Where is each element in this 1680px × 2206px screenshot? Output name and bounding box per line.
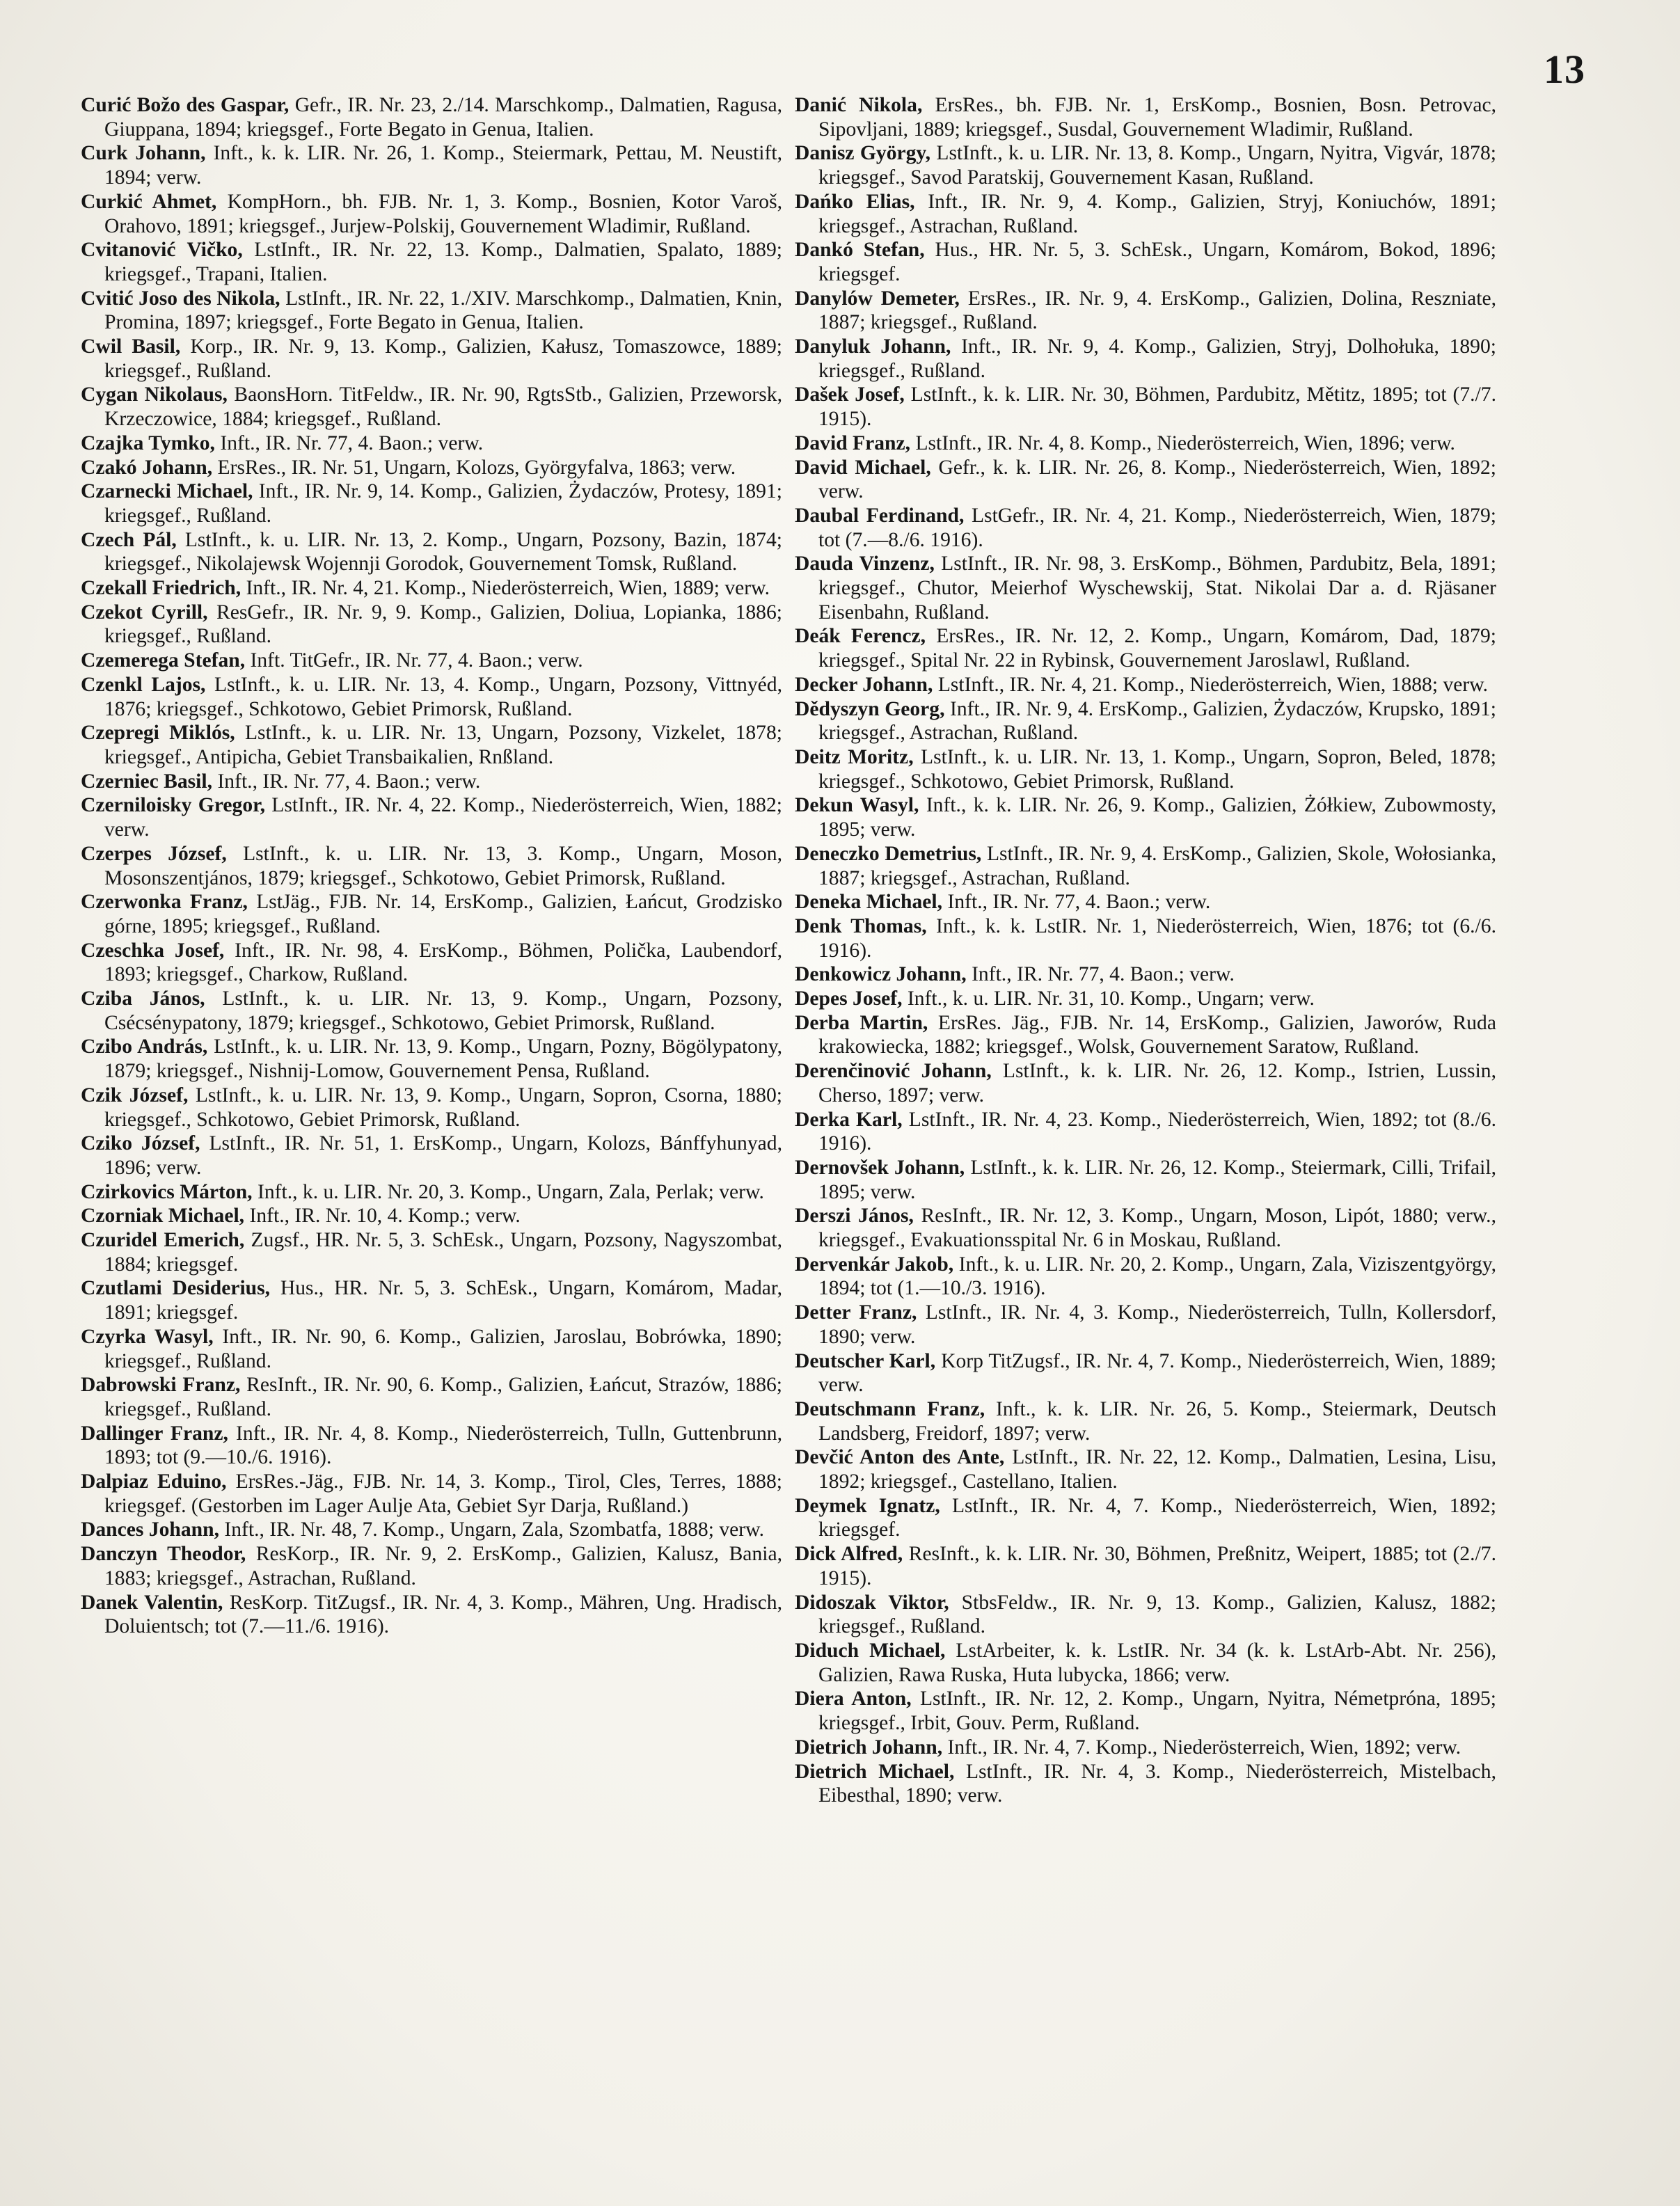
entry-name: Cvitić Joso des Nikola,	[81, 287, 280, 310]
entry-text: LstInft., IR. Nr. 4, 3. Komp., Niederösterreich, Mistelbach, Eibesthal, 1890; verw.	[818, 1760, 1497, 1807]
list-item	[81, 1084, 782, 1132]
entry-name: Dauda Vinzenz,	[795, 553, 935, 576]
entry-text: Inft., k. k. LIR. Nr. 26, 1. Komp., Steiermark, Pettau, M. Neustift, 1894; verw.	[104, 142, 782, 189]
entry-name: Czerwonka Franz,	[81, 891, 248, 914]
entry-text: Inft., IR. Nr. 9, 14. Komp., Galizien, Żydaczów, Protesy, 1891; kriegsgef., Rußland.	[104, 480, 782, 527]
list-item	[795, 238, 1496, 286]
entry-text: LstInft., IR. Nr. 51, 1. ErsKomp., Ungarn, Kolozs, Bánffyhunyad, 1896; verw.	[104, 1132, 782, 1179]
entry-name: Dekun Wasyl,	[795, 794, 919, 817]
list-item	[795, 1301, 1496, 1349]
entry-text: ErsRes., IR. Nr. 51, Ungarn, Kolozs, Györgyfalva, 1863; verw.	[217, 456, 736, 479]
entry-name: David Michael,	[795, 456, 931, 479]
entry-name: Derba Martin,	[795, 1011, 928, 1034]
entry-name: Deutscher Karl,	[795, 1349, 936, 1372]
list-item	[81, 649, 782, 673]
entry-name: Czutlami Desiderius,	[81, 1277, 271, 1300]
list-item	[795, 287, 1496, 335]
list-item	[81, 456, 782, 480]
entry-text: Inft., IR. Nr. 90, 6. Komp., Galizien, Jaroslau, Bobrówka, 1890; kriegsgef., Rußland.	[104, 1325, 782, 1372]
list-item	[795, 1011, 1496, 1059]
list-item	[795, 987, 1496, 1011]
list-item	[795, 697, 1496, 745]
list-item	[81, 1325, 782, 1373]
entry-text: ErsRes., IR. Nr. 9, 4. ErsKomp., Galizien, Dolina, Reszniate, 1887; kriegsgef., Rußland.	[818, 287, 1496, 334]
entry-name: Dances Johann,	[81, 1518, 219, 1541]
entry-name: Danić Nikola,	[795, 94, 923, 116]
entry-name: Decker Johann,	[795, 673, 933, 696]
entry-name: Deutschmann Franz,	[795, 1397, 985, 1420]
entry-text: Inft., k. k. LIR. Nr. 26, 5. Komp., Steiermark, Deutsch Landsberg, Freidorf, 1897; verw.	[818, 1397, 1496, 1445]
entry-name: Didoszak Viktor,	[795, 1591, 949, 1614]
entry-name: Czuridel Emerich,	[81, 1229, 245, 1252]
list-item	[81, 890, 782, 938]
entry-text: Korp., IR. Nr. 9, 13. Komp., Galizien, Kałusz, Tomaszowce, 1889; kriegsgef., Rußland.	[104, 335, 782, 382]
list-item	[81, 93, 782, 141]
entry-name: Danczyn Theodor,	[81, 1543, 246, 1566]
entry-name: Cvitanović Vičko,	[81, 239, 243, 262]
entry-name: Czerniec Basil,	[81, 770, 213, 793]
entry-name: Dašek Josef,	[795, 383, 905, 406]
list-item	[795, 1349, 1496, 1397]
entry-text: LstInft., IR. Nr. 4, 8. Komp., Niederösterreich, Wien, 1896; verw.	[915, 431, 1455, 454]
entry-name: Curkić Ahmet,	[81, 190, 217, 213]
entry-name: Dallinger Franz,	[81, 1422, 228, 1445]
entry-text: Inft., IR. Nr. 4, 8. Komp., Niederösterreich, Tulln, Guttenbrunn, 1893; tot (9.—10./6. 1916).	[104, 1422, 782, 1469]
list-item	[795, 431, 1496, 456]
entry-name: Czyrka Wasyl,	[81, 1325, 214, 1348]
entry-name: Derka Karl,	[795, 1108, 903, 1131]
entry-text: Gefr., k. k. LIR. Nr. 26, 8. Komp., Niederösterreich, Wien, 1892; verw.	[818, 456, 1496, 503]
list-item	[795, 504, 1496, 552]
entry-text: Inft., k. k. LstIR. Nr. 1, Niederösterreich, Wien, 1876; tot (6./6. 1916).	[818, 914, 1496, 962]
entry-name: Detter Franz,	[795, 1301, 917, 1324]
list-item	[795, 793, 1496, 841]
entry-text: LstInft., IR. Nr. 4, 22. Komp., Niederösterreich, Wien, 1882; verw.	[104, 794, 782, 841]
list-item	[795, 1059, 1496, 1107]
entry-text: LstInft., k. k. LIR. Nr. 26, 12. Komp., Istrien, Lussin, Cherso, 1897; verw.	[818, 1060, 1496, 1106]
list-item	[795, 1542, 1496, 1590]
entry-text: Inft., IR. Nr. 9, 4. Komp., Galizien, Stryj, Dolhołuka, 1890; kriegsgef., Rußland.	[818, 335, 1496, 382]
list-item	[795, 890, 1496, 914]
list-item	[795, 1494, 1496, 1542]
list-item	[81, 287, 782, 335]
list-item	[81, 1422, 782, 1470]
entry-name: Danyluk Johann,	[795, 335, 951, 358]
list-item	[81, 793, 782, 841]
entry-name: Dernovšek Johann,	[795, 1156, 965, 1179]
entry-name: Dietrich Johann,	[795, 1736, 943, 1759]
entry-name: Czorniak Michael,	[81, 1205, 245, 1228]
list-item	[81, 1542, 782, 1590]
entry-name: Danylów Demeter,	[795, 287, 960, 310]
entry-name: Denkowicz Johann,	[795, 963, 967, 986]
entry-name: Dick Alfred,	[795, 1543, 903, 1566]
list-item	[795, 1639, 1496, 1687]
list-item	[795, 335, 1496, 383]
list-item	[795, 141, 1496, 189]
entry-text: Inft., k. k. LIR. Nr. 26, 9. Komp., Galizien, Żółkiew, Zubowmosty, 1895; verw.	[818, 794, 1496, 841]
entry-text: LstInft., IR. Nr. 4, 3. Komp., Niederösterreich, Tulln, Kollersdorf, 1890; verw.	[818, 1301, 1496, 1348]
entry-text: KompHorn., bh. FJB. Nr. 1, 3. Komp., Bosnien, Kotor Varoš, Orahovo, 1891; kriegsgef., Jurjew-Polskij, Gouvernement Wladimir, Rußland.	[104, 190, 782, 237]
list-item	[81, 1228, 782, 1276]
list-item	[81, 576, 782, 601]
entry-name: Czibo András,	[81, 1035, 208, 1058]
list-item	[795, 1445, 1496, 1493]
entry-name: Czajka Tymko,	[81, 431, 215, 454]
list-item	[795, 962, 1496, 987]
entry-text: ResInft., IR. Nr. 12, 3. Komp., Ungarn, Moson, Lipót, 1880; verw., kriegsgef., Evakuationsspital Nr. 6 in Moskau, Rußland.	[818, 1205, 1496, 1252]
list-item	[81, 1180, 782, 1205]
entry-name: Deymek Ignatz,	[795, 1494, 940, 1517]
entry-name: Deneczko Demetrius,	[795, 842, 982, 865]
entry-name: Dankó Stefan,	[795, 239, 925, 262]
entry-name: Czemerega Stefan,	[81, 649, 246, 672]
entry-text: LstInft., k. u. LIR. Nr. 13, 9. Komp., Ungarn, Sopron, Csorna, 1880; kriegsgef., Schkotowo, Gebiet Primorsk, Rußland.	[104, 1084, 782, 1131]
entry-text: Inft., IR. Nr. 77, 4. Baon.; verw.	[972, 963, 1235, 986]
list-item	[795, 624, 1496, 672]
entry-text: Inft., IR. Nr. 77, 4. Baon.; verw.	[947, 891, 1211, 914]
list-item	[81, 1132, 782, 1180]
entry-name: Dalpiaz Eduino,	[81, 1470, 227, 1493]
entry-text: LstInft., k. u. LIR. Nr. 13, 3. Komp., Ungarn, Moson, Mosonszentjános, 1879; kriegsgef., Schkotowo, Gebiet Primorsk, Rußland.	[104, 842, 783, 889]
entry-text: LstInft., IR. Nr. 98, 3. ErsKomp., Böhmen, Pardubitz, Bela, 1891; kriegsgef., Chutor, Meierhof Wyschewskij, Stat. Nikolai Dar a. d. Rjäsaner Eisenbahn, Rußland.	[818, 553, 1497, 624]
list-item	[795, 1736, 1496, 1760]
entry-name: Danek Valentin,	[81, 1591, 223, 1614]
entry-name: Czerpes József,	[81, 842, 227, 865]
entry-text: Inft. TitGefr., IR. Nr. 77, 4. Baon.; verw.	[250, 649, 583, 672]
entry-text: Inft., k. u. LIR. Nr. 31, 10. Komp., Ungarn; verw.	[907, 987, 1315, 1010]
entry-text: ResInft., k. k. LIR. Nr. 30, Böhmen, Preßnitz, Weipert, 1885; tot (2./7. 1915).	[818, 1543, 1496, 1589]
entry-text: Inft., IR. Nr. 9, 4. ErsKomp., Galizien, Żydaczów, Krupsko, 1891; kriegsgef., Astrachan, Rußland.	[818, 697, 1496, 745]
list-item	[795, 673, 1496, 697]
entry-text: Korp TitZugsf., IR. Nr. 4, 7. Komp., Niederösterreich, Wien, 1889; verw.	[818, 1349, 1496, 1397]
right-column	[795, 93, 1496, 1808]
entry-text: Inft., k. u. LIR. Nr. 20, 2. Komp., Ungarn, Zala, Viziszentgyörgy, 1894; tot (1.—10./3. 1916).	[818, 1253, 1496, 1300]
list-item	[81, 1518, 782, 1542]
entry-text: LstGefr., IR. Nr. 4, 21. Komp., Niederösterreich, Wien, 1879; tot (7.—8./6. 1916).	[818, 504, 1496, 551]
list-item	[81, 238, 782, 286]
list-item	[81, 939, 782, 987]
entry-text: LstInft., k. u. LIR. Nr. 13, 9. Komp., Ungarn, Pozny, Bögölypatony, 1879; kriegsgef., Nishnij-Lomow, Gouvernement Pensa, Rußland.	[104, 1035, 783, 1083]
list-item	[81, 842, 782, 890]
list-item	[795, 1397, 1496, 1445]
list-item	[795, 190, 1496, 238]
entry-text: LstJäg., FJB. Nr. 14, ErsKomp., Galizien, Łańcut, Grodzisko górne, 1895; kriegsgef., Rußland.	[104, 891, 782, 937]
entry-name: Czeschka Josef,	[81, 939, 225, 962]
list-item	[81, 1276, 782, 1324]
entry-name: Dietrich Michael,	[795, 1760, 955, 1783]
entry-text: Hus., HR. Nr. 5, 3. SchEsk., Ungarn, Komárom, Bokod, 1896; kriegsgef.	[818, 239, 1496, 285]
entry-text: LstInft., k. u. LIR. Nr. 13, 2. Komp., Ungarn, Pozsony, Bazin, 1874; kriegsgef., Nikolajewsk Wojennji Gorodok, Gouvernement Tomsk, Rußland.	[104, 528, 782, 576]
entry-name: Deák Ferencz,	[795, 625, 926, 648]
entry-text: LstInft., k. u. LIR. Nr. 13, 1. Komp., Ungarn, Sopron, Beled, 1878; kriegsgef., Schkotowo, Gebiet Primorsk, Rußland.	[818, 745, 1497, 793]
entry-name: Czepregi Miklós,	[81, 722, 235, 745]
entry-name: Cziko József,	[81, 1132, 200, 1155]
entry-text: Inft., IR. Nr. 77, 4. Baon.; verw.	[217, 770, 481, 793]
entry-name: Dědyszyn Georg,	[795, 697, 945, 720]
entry-name: Czarnecki Michael,	[81, 480, 253, 503]
entry-text: ResKorp. TitZugsf., IR. Nr. 4, 3. Komp., Mähren, Ung. Hradisch, Doluientsch; tot (7.—11./6. 1916).	[104, 1591, 782, 1638]
entry-name: David Franz,	[795, 431, 911, 454]
list-item	[81, 431, 782, 456]
list-item	[81, 673, 782, 721]
entry-text: LstInft., k. u. LIR. Nr. 13, 4. Komp., Ungarn, Pozsony, Vittnyéd, 1876; kriegsgef., Schkotowo, Gebiet Primorsk, Rußland.	[104, 673, 782, 720]
entry-name: Devčić Anton des Ante,	[795, 1446, 1005, 1469]
entry-name: Curk Johann,	[81, 142, 206, 165]
entry-name: Derszi János,	[795, 1205, 914, 1228]
entry-text: LstInft., k. k. LIR. Nr. 30, Böhmen, Pardubitz, Mětitz, 1895; tot (7./7. 1915).	[818, 383, 1496, 431]
list-item	[795, 1591, 1496, 1639]
entry-name: Depes Josef,	[795, 987, 903, 1010]
list-item	[81, 770, 782, 794]
entry-name: Cygan Nikolaus,	[81, 383, 228, 406]
entry-text: Zugsf., HR. Nr. 5, 3. SchEsk., Ungarn, Pozsony, Nagyszombat, 1884; kriegsgef.	[104, 1229, 782, 1276]
entry-text: LstInft., k. u. LIR. Nr. 13, 8. Komp., Ungarn, Nyitra, Vigvár, 1878; kriegsgef., Savod Paratskij, Gouvernement Kasan, Rußland.	[818, 142, 1496, 189]
entry-text: LstInft., IR. Nr. 22, 13. Komp., Dalmatien, Spalato, 1889; kriegsgef., Trapani, Italien.	[104, 239, 782, 285]
entry-name: Czenkl Lajos,	[81, 673, 206, 696]
list-item	[795, 1253, 1496, 1301]
entry-name: Cziba János,	[81, 987, 205, 1010]
entry-text: Hus., HR. Nr. 5, 3. SchEsk., Ungarn, Komárom, Madar, 1891; kriegsgef.	[104, 1277, 782, 1324]
entry-name: Czirkovics Márton,	[81, 1180, 253, 1203]
list-item	[81, 479, 782, 527]
entry-text: LstInft., IR. Nr. 4, 21. Komp., Niederösterreich, Wien, 1888; verw.	[937, 673, 1489, 696]
list-item	[81, 528, 782, 576]
page-number: 13	[1544, 47, 1585, 92]
list-item	[81, 1591, 782, 1639]
entry-text: Inft., IR. Nr. 48, 7. Komp., Ungarn, Zala, Szombatfa, 1888; verw.	[224, 1518, 764, 1541]
entry-text: Inft., IR. Nr. 4, 7. Komp., Niederösterreich, Wien, 1892; verw.	[947, 1736, 1461, 1759]
list-item	[81, 721, 782, 769]
entry-text: ResGefr., IR. Nr. 9, 9. Komp., Galizien, Doliua, Lopianka, 1886; kriegsgef., Rußland.	[104, 601, 782, 648]
entry-text: Gefr., IR. Nr. 23, 2./14. Marschkomp., Dalmatien, Ragusa, Giuppana, 1894; kriegsgef., Forte Begato in Genua, Italien.	[104, 94, 782, 141]
entry-text: LstInft., k. k. LIR. Nr. 26, 12. Komp., Steiermark, Cilli, Trifail, 1895; verw.	[818, 1156, 1496, 1203]
entry-name: Diera Anton,	[795, 1688, 912, 1711]
entry-name: Czekall Friedrich,	[81, 577, 241, 600]
entry-text: ErsRes., IR. Nr. 12, 2. Komp., Ungarn, Komárom, Dad, 1879; kriegsgef., Spital Nr. 22 in Rybinsk, Gouvernement Jaroslawl, Rußland.	[818, 625, 1496, 672]
entry-name: Deneka Michael,	[795, 891, 943, 914]
list-item	[795, 456, 1496, 504]
entry-name: Dabrowski Franz,	[81, 1374, 241, 1397]
entry-name: Danisz György,	[795, 142, 930, 165]
entry-name: Czik József,	[81, 1084, 189, 1106]
list-item	[81, 1470, 782, 1518]
entry-name: Daubal Ferdinand,	[795, 504, 965, 527]
list-item	[81, 601, 782, 649]
entry-name: Dervenkár Jakob,	[795, 1253, 954, 1276]
entry-text: Inft., k. u. LIR. Nr. 20, 3. Komp., Ungarn, Zala, Perlak; verw.	[257, 1180, 764, 1203]
list-item	[795, 842, 1496, 890]
entry-text: LstInft., IR. Nr. 22, 12. Komp., Dalmatien, Lesina, Lisu, 1892; kriegsgef., Castellano, Italien.	[818, 1446, 1497, 1493]
entry-text: Inft., IR. Nr. 9, 4. Komp., Galizien, Stryj, Koniuchów, 1891; kriegsgef., Astrachan, Rußland.	[818, 190, 1496, 237]
list-item	[795, 383, 1496, 431]
entry-text: LstInft., IR. Nr. 12, 2. Komp., Ungarn, Nyitra, Németpróna, 1895; kriegsgef., Irbit, Gouv. Perm, Rußland.	[818, 1688, 1497, 1735]
list-item	[81, 987, 782, 1035]
list-item	[795, 93, 1496, 141]
list-item	[795, 1156, 1496, 1204]
entry-name: Cwil Basil,	[81, 335, 181, 358]
list-item	[81, 190, 782, 238]
entry-text: Inft., IR. Nr. 10, 4. Komp.; verw.	[249, 1205, 521, 1228]
list-item	[795, 1760, 1496, 1808]
entry-text: LstInft., IR. Nr. 4, 23. Komp., Niederösterreich, Wien, 1892; tot (8./6. 1916).	[818, 1108, 1497, 1155]
entry-text: LstInft., IR. Nr. 9, 4. ErsKomp., Galizien, Skole, Wołosianka, 1887; kriegsgef., Astrachan, Rußland.	[818, 842, 1496, 889]
list-item	[795, 552, 1496, 624]
entry-text: LstInft., k. u. LIR. Nr. 13, Ungarn, Pozsony, Vizkelet, 1878; kriegsgef., Antipicha, Gebiet Transbaikalien, Rnßland.	[104, 722, 782, 768]
entry-text: ResKorp., IR. Nr. 9, 2. ErsKomp., Galizien, Kalusz, Bania, 1883; kriegsgef., Astrachan, Rußland.	[104, 1543, 782, 1589]
entry-name: Czech Pál,	[81, 528, 177, 551]
entry-text: LstInft., IR. Nr. 4, 7. Komp., Niederösterreich, Wien, 1892; kriegsgef.	[818, 1494, 1496, 1541]
entry-text: Inft., IR. Nr. 98, 4. ErsKomp., Böhmen, Polička, Laubendorf, 1893; kriegsgef., Charkow, Rußland.	[104, 939, 782, 986]
entry-text: ErsRes. Jäg., FJB. Nr. 14, ErsKomp., Galizien, Jaworów, Ruda krakowiecka, 1882; kriegsgef., Wolsk, Gouvernement Saratow, Rußland.	[818, 1011, 1496, 1058]
entry-name: Denk Thomas,	[795, 914, 927, 937]
entry-name: Dańko Elias,	[795, 190, 915, 213]
entry-name: Czerniloisky Gregor,	[81, 794, 265, 817]
entry-text: ResInft., IR. Nr. 90, 6. Komp., Galizien, Łańcut, Strazów, 1886; kriegsgef., Rußland.	[104, 1374, 783, 1420]
entry-name: Derenčinović Johann,	[795, 1060, 992, 1083]
entry-text: ErsRes., bh. FJB. Nr. 1, ErsKomp., Bosnien, Bosn. Petrovac, Sipovljani, 1889; kriegsgef., Susdal, Gouvernement Wladimir, Rußland.	[818, 94, 1496, 141]
entry-text: ErsRes.-Jäg., FJB. Nr. 14, 3. Komp., Tirol, Cles, Terres, 1888; kriegsgef. (Gestorben im Lager Aulje Ata, Gebiet Syr Darja, Rußland.)	[104, 1470, 782, 1517]
list-item	[81, 1373, 782, 1421]
entry-text: Inft., IR. Nr. 4, 21. Komp., Niederösterreich, Wien, 1889; verw.	[246, 577, 770, 600]
list-item	[81, 141, 782, 189]
list-item	[81, 335, 782, 383]
list-item	[795, 914, 1496, 962]
list-item	[81, 383, 782, 431]
entry-text: StbsFeldw., IR. Nr. 9, 13. Komp., Galizien, Kalusz, 1882; kriegsgef., Rußland.	[818, 1591, 1496, 1638]
entry-text: Inft., IR. Nr. 77, 4. Baon.; verw.	[220, 431, 484, 454]
entry-name: Curić Božo des Gaspar,	[81, 94, 290, 116]
list-item	[81, 1204, 782, 1228]
entry-text: LstInft., IR. Nr. 22, 1./XIV. Marschkomp., Dalmatien, Knin, Promina, 1897; kriegsgef., Forte Begato in Genua, Italien.	[104, 287, 782, 334]
entry-name: Czekot Cyrill,	[81, 601, 208, 624]
list-item	[795, 1108, 1496, 1156]
left-column	[81, 93, 782, 1639]
list-item	[795, 1204, 1496, 1252]
entry-text: LstArbeiter, k. k. LstIR. Nr. 34 (k. k. LstArb-Abt. Nr. 256), Galizien, Rawa Ruska, Huta lubycka, 1866; verw.	[818, 1640, 1496, 1686]
entry-text: BaonsHorn. TitFeldw., IR. Nr. 90, RgtsStb., Galizien, Przeworsk, Krzeczowice, 1884; kriegsgef., Rußland.	[104, 383, 782, 431]
list-item	[81, 1035, 782, 1083]
list-item	[795, 1687, 1496, 1735]
entry-text: LstInft., k. u. LIR. Nr. 13, 9. Komp., Ungarn, Pozsony, Csécsénypatony, 1879; kriegsgef., Schkotowo, Gebiet Primorsk, Rußland.	[104, 987, 782, 1034]
entry-name: Deitz Moritz,	[795, 745, 914, 768]
list-item	[795, 745, 1496, 793]
entry-name: Diduch Michael,	[795, 1640, 946, 1662]
entry-name: Czakó Johann,	[81, 456, 213, 479]
